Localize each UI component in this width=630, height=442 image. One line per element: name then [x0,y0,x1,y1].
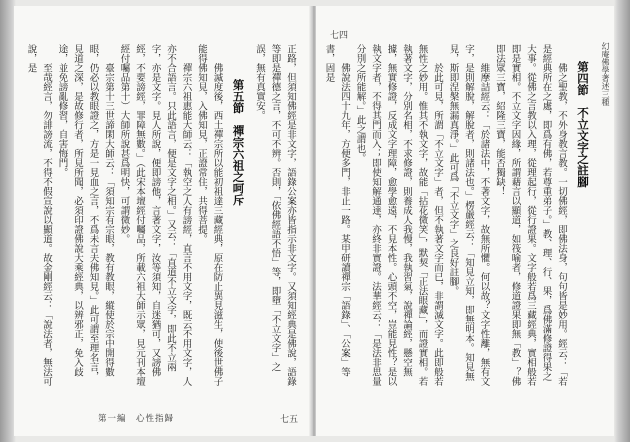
running-header: 幻庵佛學著述三種 [601,42,610,106]
continued-paragraph: 正路，但須知佛經是非文字，語錄公案亦皆指示非文字。又須知經典是佛說，語錄等即是禪德之言，不可不辨。否則，「依佛經語不悟」等，即墮「不立文字」之誤，無有真實安。 [254,44,296,386]
paragraph: 佛滅度後，西土禪宗所以能初祖達三藏經典，原在防止異見滋生，使後世佛子能得佛知見，入佛知見，正證常住，共得菩提。 [196,44,223,386]
paragraph: 至哉經言，勿誹謗流，不得不假宣說以顯道。故金剛經云：「說法者，無法可說，是 [25,44,52,386]
running-footer: 第一編 心性指歸 [98,414,175,424]
paragraph: 禪宗六祖惠能大師云：「執空之人有謗經，直言不用文字，既云不用文字，人亦不合語言。只此語言，便是文字之相。」又云：「直道不立文字，即此不立兩字，亦是文字。見人所說，便即謗他，言著文字，汝等須知，自迷猶可，又謗佛經，不要謗經，罪障無數。」（此宋本壇經付囑品，所載六祖大師示眾，見元刊本壇經付囑品第十）大師所說甚爲明快，可謂微妙。 [118,44,192,386]
right-page-body [324,44,596,386]
paragraph: 於此可見，所謂「不立文字」者，但不執著文字而已，非謂滅文字。此即般若無性之妙用。惟其不執文字，故能「拈花微笑」，默契「正法眼藏」，而證實相。若執著文字，分別名相，不求修證，則養成人我慢，我執習氣，說禪論經，懸空無據，無實修證，反成文字理障，愈學愈遠，不見本性。心頭不空，豈能見性？是以執文字者，不得其門而入；即使知解通達，亦終非實證。法華經云：「是法非思量分別之所能解。」此之謂也。 [354,44,443,386]
paragraph: 佛之聖教，不外身教言教。一切佛經，即佛法身，句句皆是妙用。經云：「若是經典所在之處，即爲有佛，若尊重弟子。」教、理、行、果，爲佛滿修證得果之大事。從佛之言教以入理，從理起行，從行證果。文字般若爲三藏經典，實相般若即是實相。不立文字因緣，所謂藉言以顯道，如筏喻者，修道證果即無「教」？佛即法眾三寶，紹隆三寶，能否獨缺！ [494,44,567,386]
page-number: 七五 [280,415,299,425]
paragraph: 臺宗第十三世諦閑大師云：「須知宗有宗眼，教有教眼，縱使於宗中開得數眼，仍必以教眼證之，方是一見血之言，不爲未言夫佛知見。」此可謂至理名言，見道之深，是故修行者，所見所聞，必須印證佛說大乘經典，以辨邪正，免入歧途，並免謗亂修習，自害悔門。 [56,44,114,382]
paragraph: 佛說法四十九年，方便多門，非止一路。某甲研讀禪宗「語錄」、「公案」等書，固是 [323,44,350,377]
left-page-body [25,44,298,386]
paragraph: 維摩詰經云：「於諸法中，不著文字，故無所懼。何以故？文字性離，無有文字，是則解脫，解脫者，則諸法也。」楞嚴經云：「知見立知，即無明本。知見無見，斯即涅槃無漏真淨。」此可爲「不立文字」之良好註腳。 [447,44,490,386]
page-number: 七四 [330,31,349,41]
section-heading-4: 第四節 不立文字之註腳 [576,61,590,188]
page-74 [316,6,614,436]
page-75 [14,6,312,436]
section-heading-5: 第五節 禪宗六祖之呵斥 [231,78,246,205]
